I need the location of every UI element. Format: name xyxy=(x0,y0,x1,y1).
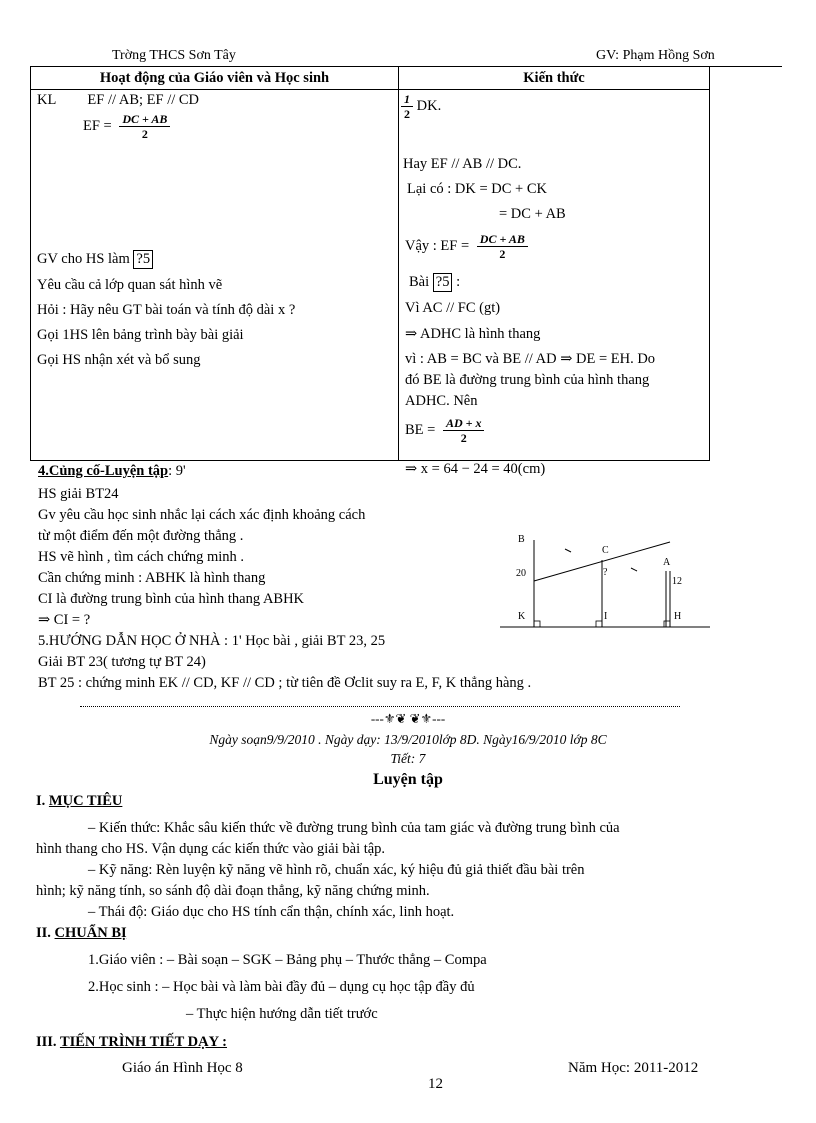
kl-text: EF // AB; EF // CD xyxy=(87,92,200,108)
right-line-6: ⇒ ADHC là hình thang xyxy=(405,326,541,342)
practice-line-7: 5.HƯỚNG DẪN HỌC Ở NHÀ : 1' Học bài , giải BT 23, 25 xyxy=(38,633,386,649)
s1-line-3: – Kỹ năng: Rèn luyện kỹ năng vẽ hình rõ, chuẩn xác, ký hiệu đủ giả thiết đầu bài trên xyxy=(88,862,585,878)
dotted-separator xyxy=(80,706,680,707)
label-i: I xyxy=(604,611,608,622)
label-a: A xyxy=(663,557,671,568)
s1-line-1: – Kiến thức: Khắc sâu kiến thức về đường trung bình của tam giác và đường trung bình của xyxy=(88,820,620,836)
col-left-title: Hoạt động của Giáo viên và Học sinh xyxy=(31,67,399,90)
label-h: H xyxy=(674,611,682,622)
section-1-heading: I. MỤC TIÊU xyxy=(36,793,123,809)
label-b: B xyxy=(518,534,525,545)
ef-formula: EF = $\frac{DC + AB}{2}$ xyxy=(83,112,174,141)
left-line-4: Gọi 1HS lên bảng trình bày bài giải xyxy=(37,327,244,343)
header-school: Trờng THCS Sơn Tây xyxy=(112,48,236,63)
question-box-2: ?5 xyxy=(433,273,453,292)
tick-mark-1 xyxy=(565,549,571,552)
right-angle-k xyxy=(534,621,540,627)
s2-line-3: – Thực hiện hướng dẫn tiết trước xyxy=(186,1006,378,1022)
left-line-5: Gọi HS nhận xét và bổ sung xyxy=(37,352,201,368)
geometry-figure xyxy=(498,528,713,633)
practice-line-0: HS giải BT24 xyxy=(38,486,119,502)
col-right-title: Kiến thức xyxy=(399,67,710,90)
section-2-heading: II. CHUẨN BỊ xyxy=(36,925,127,941)
ef-conclusion: Vậy : EF = $\frac{DC + AB}{2}$ xyxy=(405,232,532,261)
practice-line-8: Giải BT 23( tương tự BT 24) xyxy=(38,654,206,670)
left-line-3: Hỏi : Hãy nêu GT bài toán và tính độ dài x ? xyxy=(37,302,296,318)
footer-left: Giáo án Hình Học 8 xyxy=(122,1060,243,1076)
ornament: ---⚜❦ ❦⚜--- xyxy=(370,711,446,726)
right-line-5: Vì AC // FC (gt) xyxy=(405,300,501,316)
practice-line-3: HS vẽ hình , tìm cách chứng minh . xyxy=(38,549,244,565)
page-number: 12 xyxy=(428,1076,443,1092)
lesson-title: Luyện tập xyxy=(373,771,443,788)
practice-line-2: từ một điểm đến một đường thẳng . xyxy=(38,528,244,544)
right-line-2: Lại có : DK = DC + CK xyxy=(407,181,547,197)
right-cell xyxy=(399,90,710,477)
left-cell xyxy=(31,90,399,461)
question-box: ?5 xyxy=(133,250,153,269)
label-12: 12 xyxy=(672,576,682,587)
s1-line-4: hình; kỹ năng tính, so sánh độ dài đoạn thẳng, kỹ năng chứng minh. xyxy=(36,883,430,899)
lesson-dates: Ngày soạn9/9/2010 . Ngày dạy: 13/9/2010lớp 8D. Ngày16/9/2010 lớp 8C xyxy=(209,732,607,747)
practice-line-4: Cần chứng minh : ABHK là hình thang xyxy=(38,570,266,586)
label-q: ? xyxy=(603,567,608,578)
right-angle-h xyxy=(664,621,670,627)
be-formula: BE = $\frac{AD + x}{2}$ xyxy=(405,416,488,445)
right-line-7: vì : AB = BC và BE // AD ⇒ DE = EH. Do xyxy=(405,351,656,367)
kl-label: KL xyxy=(37,92,56,108)
right-line-8: đó BE là đường trung bình của hình thang xyxy=(405,372,650,388)
practice-line-9: BT 25 : chứng minh EK // CD, KF // CD ; từ tiên đề Ơclit suy ra E, F, K thẳng hàng . xyxy=(38,675,532,691)
left-line-2: Yêu cầu cả lớp quan sát hình vẽ xyxy=(37,277,223,293)
lesson-tiet: Tiết: 7 xyxy=(390,751,426,766)
practice-line-5: CI là đường trung bình của hình thang ABHK xyxy=(38,591,305,607)
footer-right: Năm Học: 2011-2012 xyxy=(568,1060,699,1076)
practice-line-1: Gv yêu cầu học sinh nhắc lại cách xác định khoảng cách xyxy=(38,507,366,523)
half-dk: $\frac{1}{2}$ DK. xyxy=(401,92,441,121)
header-teacher: GV: Phạm Hồng Sơn xyxy=(596,48,715,63)
right-line-3: = DC + AB xyxy=(499,206,566,222)
label-k: K xyxy=(518,611,526,622)
right-line-1: Hay EF // AB // DC. xyxy=(403,156,522,172)
section-3-heading: III. TIẾN TRÌNH TIẾT DẠY : xyxy=(36,1034,228,1050)
label-20: 20 xyxy=(516,568,526,579)
s1-line-5: – Thái độ: Giáo dục cho HS tính cẩn thận, chính xác, linh hoạt. xyxy=(88,904,455,920)
bai-line: Bài ?5 : xyxy=(409,274,461,290)
label-c: C xyxy=(602,545,609,556)
s2-line-2: 2.Học sinh : – Học bài và làm bài đầy đủ – dụng cụ học tập đầy đủ xyxy=(88,979,475,995)
tick-mark-2 xyxy=(631,568,637,571)
practice-line-6: ⇒ CI = ? xyxy=(38,612,91,628)
right-angle-i xyxy=(596,621,602,627)
practice-heading: 4.Củng cố-Luyện tập: 9' xyxy=(38,463,186,479)
s2-line-1: 1.Giáo viên : – Bài soạn – SGK – Bảng phụ – Thước thẳng – Compa xyxy=(88,952,487,968)
right-line-10: ⇒ x = 64 − 24 = 40(cm) xyxy=(405,461,546,477)
right-line-9: ADHC. Nên xyxy=(405,393,478,409)
s1-line-2: hình thang cho HS. Vận dụng các kiến thức vào giải bài tập. xyxy=(36,841,386,857)
gv-line: GV cho HS làm ?5 xyxy=(37,250,153,269)
